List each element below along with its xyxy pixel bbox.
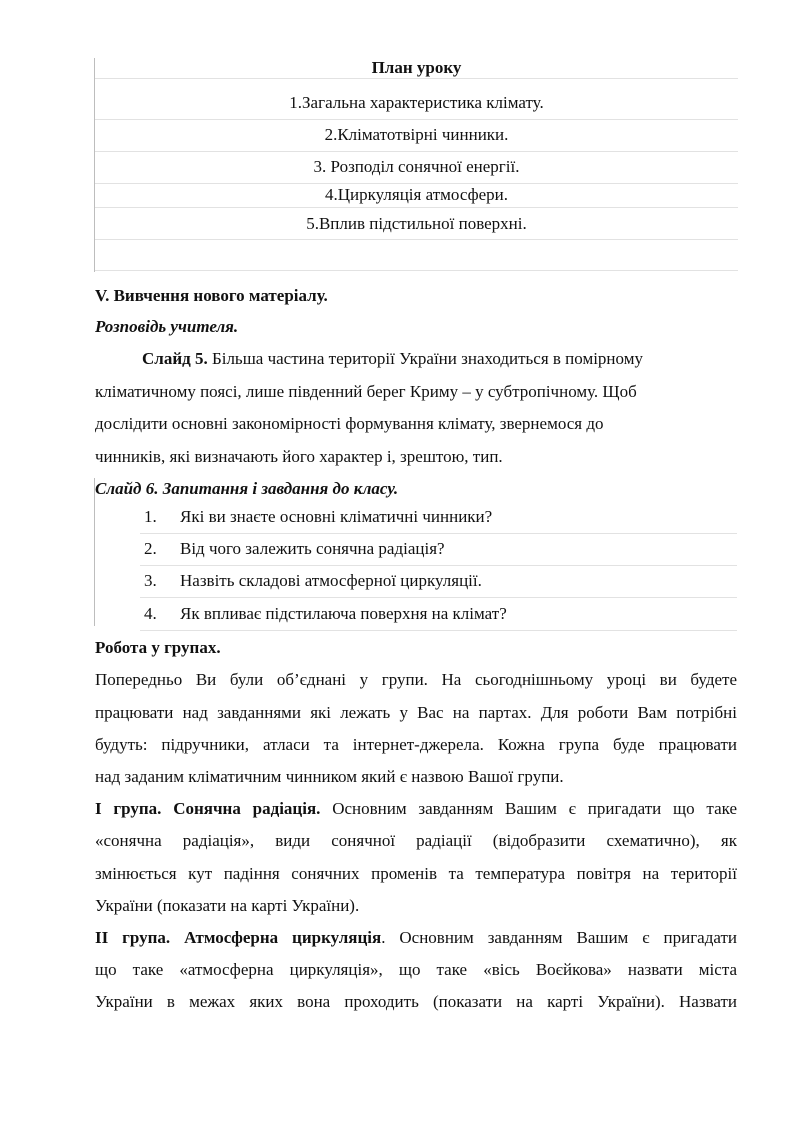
plan-item-1: 1.Загальна характеристика клімату.	[95, 89, 738, 120]
group1-line-1	[95, 799, 737, 819]
plan-title: План уроку	[95, 58, 738, 79]
section-heading: V. Вивчення нового матеріалу.	[95, 286, 328, 305]
group-work-heading: Робота у групах.	[95, 638, 221, 657]
group1-text: Основним завданням Вашим є пригадати що таке	[320, 799, 737, 818]
plan-empty-row	[95, 240, 738, 271]
slide5-line-2: кліматичному поясі, лише південний берег Криму – у субтропічному. Щоб	[95, 382, 637, 401]
group2-text: . Основним завданням Вашим є пригадати	[381, 928, 737, 947]
question-text: Від чого залежить сонячна радіація?	[180, 539, 445, 558]
group1-line-3: змінюється кут падіння сонячних променів та температура повітря на території	[95, 864, 737, 883]
question-text: Які ви знаєте основні кліматичні чинники?	[180, 507, 493, 526]
plan-item-2: 2.Кліматотвірні чинники.	[95, 120, 738, 152]
slide5-label: Слайд 5.	[142, 349, 208, 368]
group2-line-3: України в межах яких вона проходить (показати на карті України). Назвати	[95, 992, 737, 1011]
group-intro-line-3: будуть: підручники, атласи та інтернет-джерела. Кожна група буде працювати	[95, 735, 737, 754]
questions-left-border	[94, 478, 95, 626]
group2-line-1	[95, 928, 737, 948]
teacher-story-heading: Розповідь учителя.	[95, 317, 239, 336]
group-intro-line-1: Попередньо Ви були об’єднані у групи. На сьогоднішньому уроці ви будете	[95, 670, 737, 689]
plan-item-4: 4.Циркуляція атмосфери.	[95, 184, 738, 208]
group2-label: ІІ група. Атмосферна циркуляція	[95, 928, 382, 947]
question-number: 3.	[144, 571, 157, 590]
plan-item-3: 3. Розподіл сонячної енергії.	[95, 152, 738, 184]
slide5-text: Більша частина території України знаходиться в помірному	[207, 349, 643, 368]
question-number: 4.	[144, 604, 157, 623]
plan-item-5: 5.Вплив підстильної поверхні.	[95, 208, 738, 240]
slide5-line-4: чинників, які визначають його характер і, зрештою, тип.	[95, 447, 503, 466]
group1-line-4: України (показати на карті України).	[95, 896, 360, 915]
group-intro-line-4: над заданим кліматичним чинником який є назвою Вашої групи.	[95, 767, 564, 786]
group1-label: І група. Сонячна радіація.	[95, 799, 321, 818]
question-item	[140, 604, 737, 631]
group-intro-line-2: працювати над завданнями які лежать у Вас на партах. Для роботи Вам потрібні	[95, 703, 737, 722]
question-text: Як впливає підстилаюча поверхня на клімат?	[180, 604, 507, 623]
question-number: 1.	[144, 507, 157, 526]
group2-line-2: що таке «атмосферна циркуляція», що таке «вісь Воєйкова» назвати міста	[95, 960, 737, 979]
group1-line-2: «сонячна радіація», види сонячної радіації (відобразити схематично), як	[95, 831, 737, 850]
slide6-heading: Слайд 6. Запитання і завдання до класу.	[95, 479, 399, 498]
lesson-plan-table	[94, 58, 738, 272]
question-text: Назвіть складові атмосферної циркуляції.	[180, 571, 482, 590]
slide5-line-1	[142, 349, 643, 369]
question-number: 2.	[144, 539, 157, 558]
slide5-line-3: дослідити основні закономірності формування клімату, звернемося до	[95, 414, 604, 433]
question-item	[140, 507, 737, 534]
question-item	[140, 571, 737, 598]
question-item	[140, 539, 737, 566]
